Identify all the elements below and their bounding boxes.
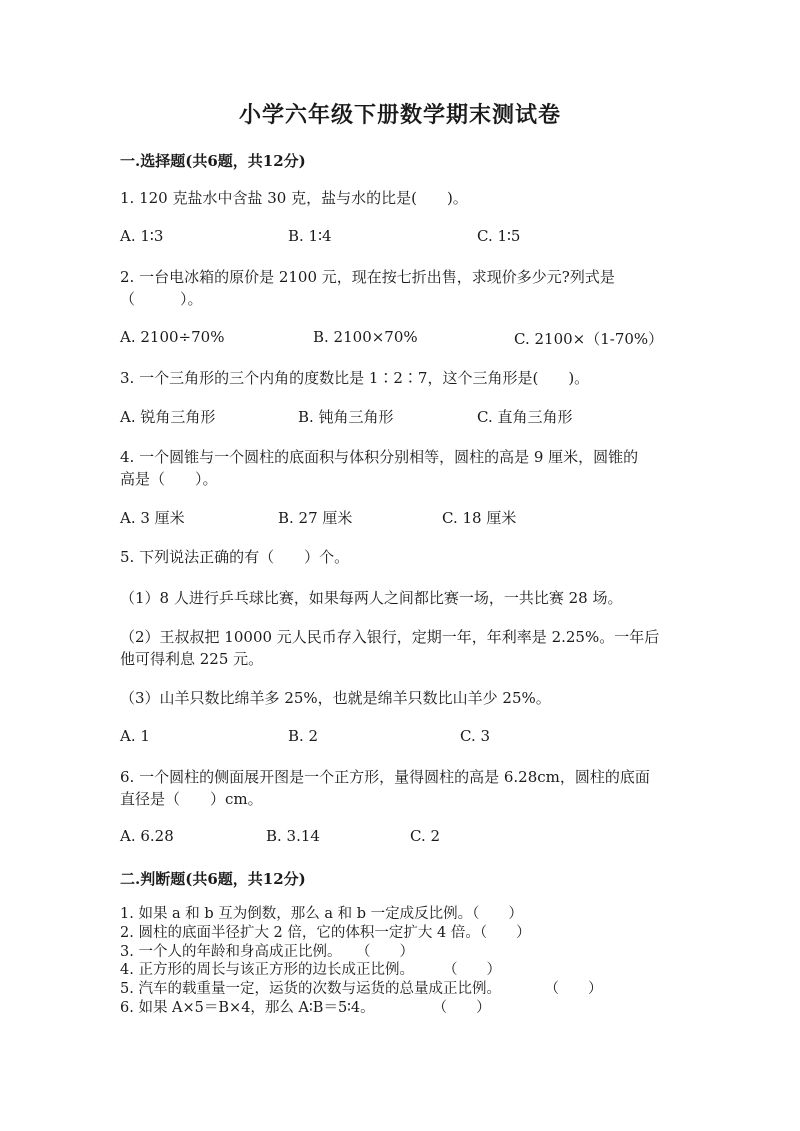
option-a: A. 6.28 (120, 827, 174, 845)
page-title: 小学六年级下册数学期末测试卷 (238, 102, 561, 128)
option-b: B. 1∶4 (288, 227, 332, 245)
option-c: C. 3 (460, 727, 491, 745)
question-5: 5. 下列说法正确的有（ ）个。 (120, 548, 350, 566)
section-heading-judgement: 二.判断题(共6题，共12分) (120, 870, 306, 888)
question-2-options (120, 328, 680, 350)
question-6 (120, 766, 680, 810)
option-c: C. 1∶5 (477, 227, 521, 245)
question-4-line-1: 4. 一个圆锥与一个圆柱的底面积与体积分别相等，圆柱的高是 9 厘米，圆锥的 (120, 448, 639, 466)
option-b: B. 2100×70% (313, 328, 418, 346)
judgement-item: 5. 汽车的载重量一定，运货的次数与运货的总量成正比例。 （ ） (120, 981, 603, 998)
section-heading-choice: 一.选择题(共6题，共12分) (120, 152, 306, 170)
judgement-item: 6. 如果 A×5＝B×4，那么 A∶B＝5∶4。 （ ） (120, 999, 491, 1016)
judgement-item: 1. 如果 a 和 b 互为倒数，那么 a 和 b 一定成反比例。（ ） (120, 906, 523, 922)
statement-2-line-2: 他可得利息 225 元。 (120, 650, 264, 668)
option-a: A. 1 (120, 727, 150, 745)
question-5-options (120, 727, 680, 749)
question-4 (120, 446, 680, 490)
question-5-statement-3: （3）山羊只数比绵羊多 25%，也就是绵羊只数比山羊少 25%。 (120, 689, 551, 707)
question-4-options (120, 507, 680, 529)
question-4-line-2: 高是（ ）。 (120, 470, 218, 488)
option-b: B. 2 (288, 727, 319, 745)
question-2 (120, 266, 680, 310)
option-b: B. 3.14 (266, 827, 320, 845)
option-a: A. 锐角三角形 (120, 408, 216, 426)
judgement-item: 2. 圆柱的底面半径扩大 2 倍，它的体积一定扩大 4 倍。（ ） (120, 924, 531, 941)
question-6-options (120, 827, 680, 849)
question-2-line-2: （ ）。 (120, 290, 203, 308)
question-1: 1. 120 克盐水中含盐 30 克，盐与水的比是( )。 (120, 189, 468, 207)
option-b: B. 钝角三角形 (298, 408, 394, 426)
question-5-statement-1: （1）8 人进行乒乓球比赛，如果每两人之间都比赛一场，一共比赛 28 场。 (120, 589, 623, 607)
question-1-options (120, 227, 680, 249)
option-c: C. 2100×（1-70%） (514, 330, 664, 348)
option-c: C. 2 (410, 827, 441, 845)
judgement-item: 4. 正方形的周长与该正方形的边长成正比例。 （ ） (120, 962, 501, 979)
judgement-list (120, 905, 700, 1018)
option-a: A. 1∶3 (120, 227, 164, 245)
question-5-statement-2 (120, 626, 680, 670)
option-a: A. 3 厘米 (120, 509, 185, 527)
option-c: C. 18 厘米 (442, 509, 517, 527)
question-2-line-1: 2. 一台电冰箱的原价是 2100 元，现在按七折出售，求现价多少元?列式是 (120, 268, 615, 286)
judgement-item: 3. 一个人的年龄和身高成正比例。 （ ） (120, 943, 414, 960)
question-3: 3. 一个三角形的三个内角的度数比是 1∶2∶7，这个三角形是( )。 (120, 369, 590, 387)
option-c: C. 直角三角形 (477, 408, 573, 426)
question-3-options (120, 406, 680, 428)
option-b: B. 27 厘米 (278, 509, 353, 527)
option-a: A. 2100÷70% (120, 328, 225, 346)
statement-2-line-1: （2）王叔叔把 10000 元人民币存入银行，定期一年，年利率是 2.25%。一年后 (120, 628, 660, 646)
question-6-line-1: 6. 一个圆柱的侧面展开图是一个正方形，量得圆柱的高是 6.28cm，圆柱的底面 (120, 768, 650, 786)
question-6-line-2: 直径是（ ）cm。 (120, 790, 263, 808)
